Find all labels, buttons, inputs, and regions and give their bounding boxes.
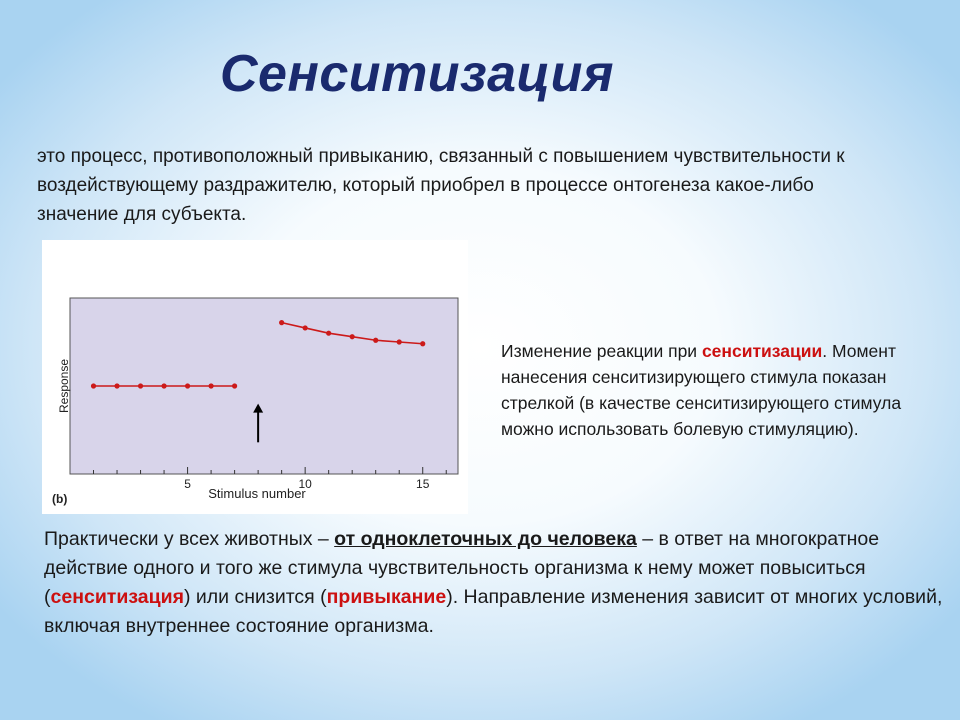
x-tick-label: 10 <box>298 477 312 491</box>
data-point <box>185 383 190 388</box>
data-point <box>114 383 119 388</box>
bottom-paragraph <box>44 525 949 641</box>
x-tick-label: 15 <box>416 477 430 491</box>
data-point <box>397 339 402 344</box>
data-point <box>326 331 331 336</box>
panel-label: (b) <box>52 492 68 506</box>
bottom-part3: ) или снизится ( <box>183 586 327 608</box>
y-axis-label: Response <box>57 358 71 414</box>
sensitization-term: сенситизация <box>50 586 184 608</box>
definition-text: это процесс, противоположный привыканию, связанный с повышением чувствительности к воздействующему раздражителю, который приобрел в процессе онтогенеза какое-либо значение для субъекта. <box>37 146 845 225</box>
data-point <box>420 341 425 346</box>
figure-caption <box>501 338 921 442</box>
x-axis-label: Stimulus number <box>208 486 306 501</box>
data-point <box>232 383 237 388</box>
caption-highlight: сенситизации <box>701 341 823 361</box>
caption-part1: Изменение реакции при <box>501 341 702 361</box>
bottom-part1: Практически у всех животных – <box>44 528 335 550</box>
data-point <box>161 383 166 388</box>
caption-part2: . Момент нанесения сенситизирующего стимула показан стрелкой (в качестве сенситизирующего стимула можно использовать болевую стимуляцию). <box>501 341 902 439</box>
slide-title: Сенситизация <box>220 45 614 103</box>
sensitization-chart <box>42 240 468 514</box>
bottom-part4: ). Направление изменения зависит от многих условий, включая внутреннее состояние организма. <box>44 586 943 637</box>
data-point <box>350 334 355 339</box>
data-point <box>303 325 308 330</box>
bottom-part2: – в ответ на многократное действие одного и того же стимула чувствительность организма к нему может повыситься ( <box>44 528 880 608</box>
x-tick-label: 5 <box>184 477 191 491</box>
data-point <box>373 338 378 343</box>
habituation-term: привыкание <box>326 586 447 608</box>
chart-svg <box>42 240 468 514</box>
data-point <box>279 320 284 325</box>
data-point <box>208 383 213 388</box>
data-point <box>91 383 96 388</box>
data-point <box>138 383 143 388</box>
bottom-underlined: от одноклеточных до человека <box>334 528 637 550</box>
